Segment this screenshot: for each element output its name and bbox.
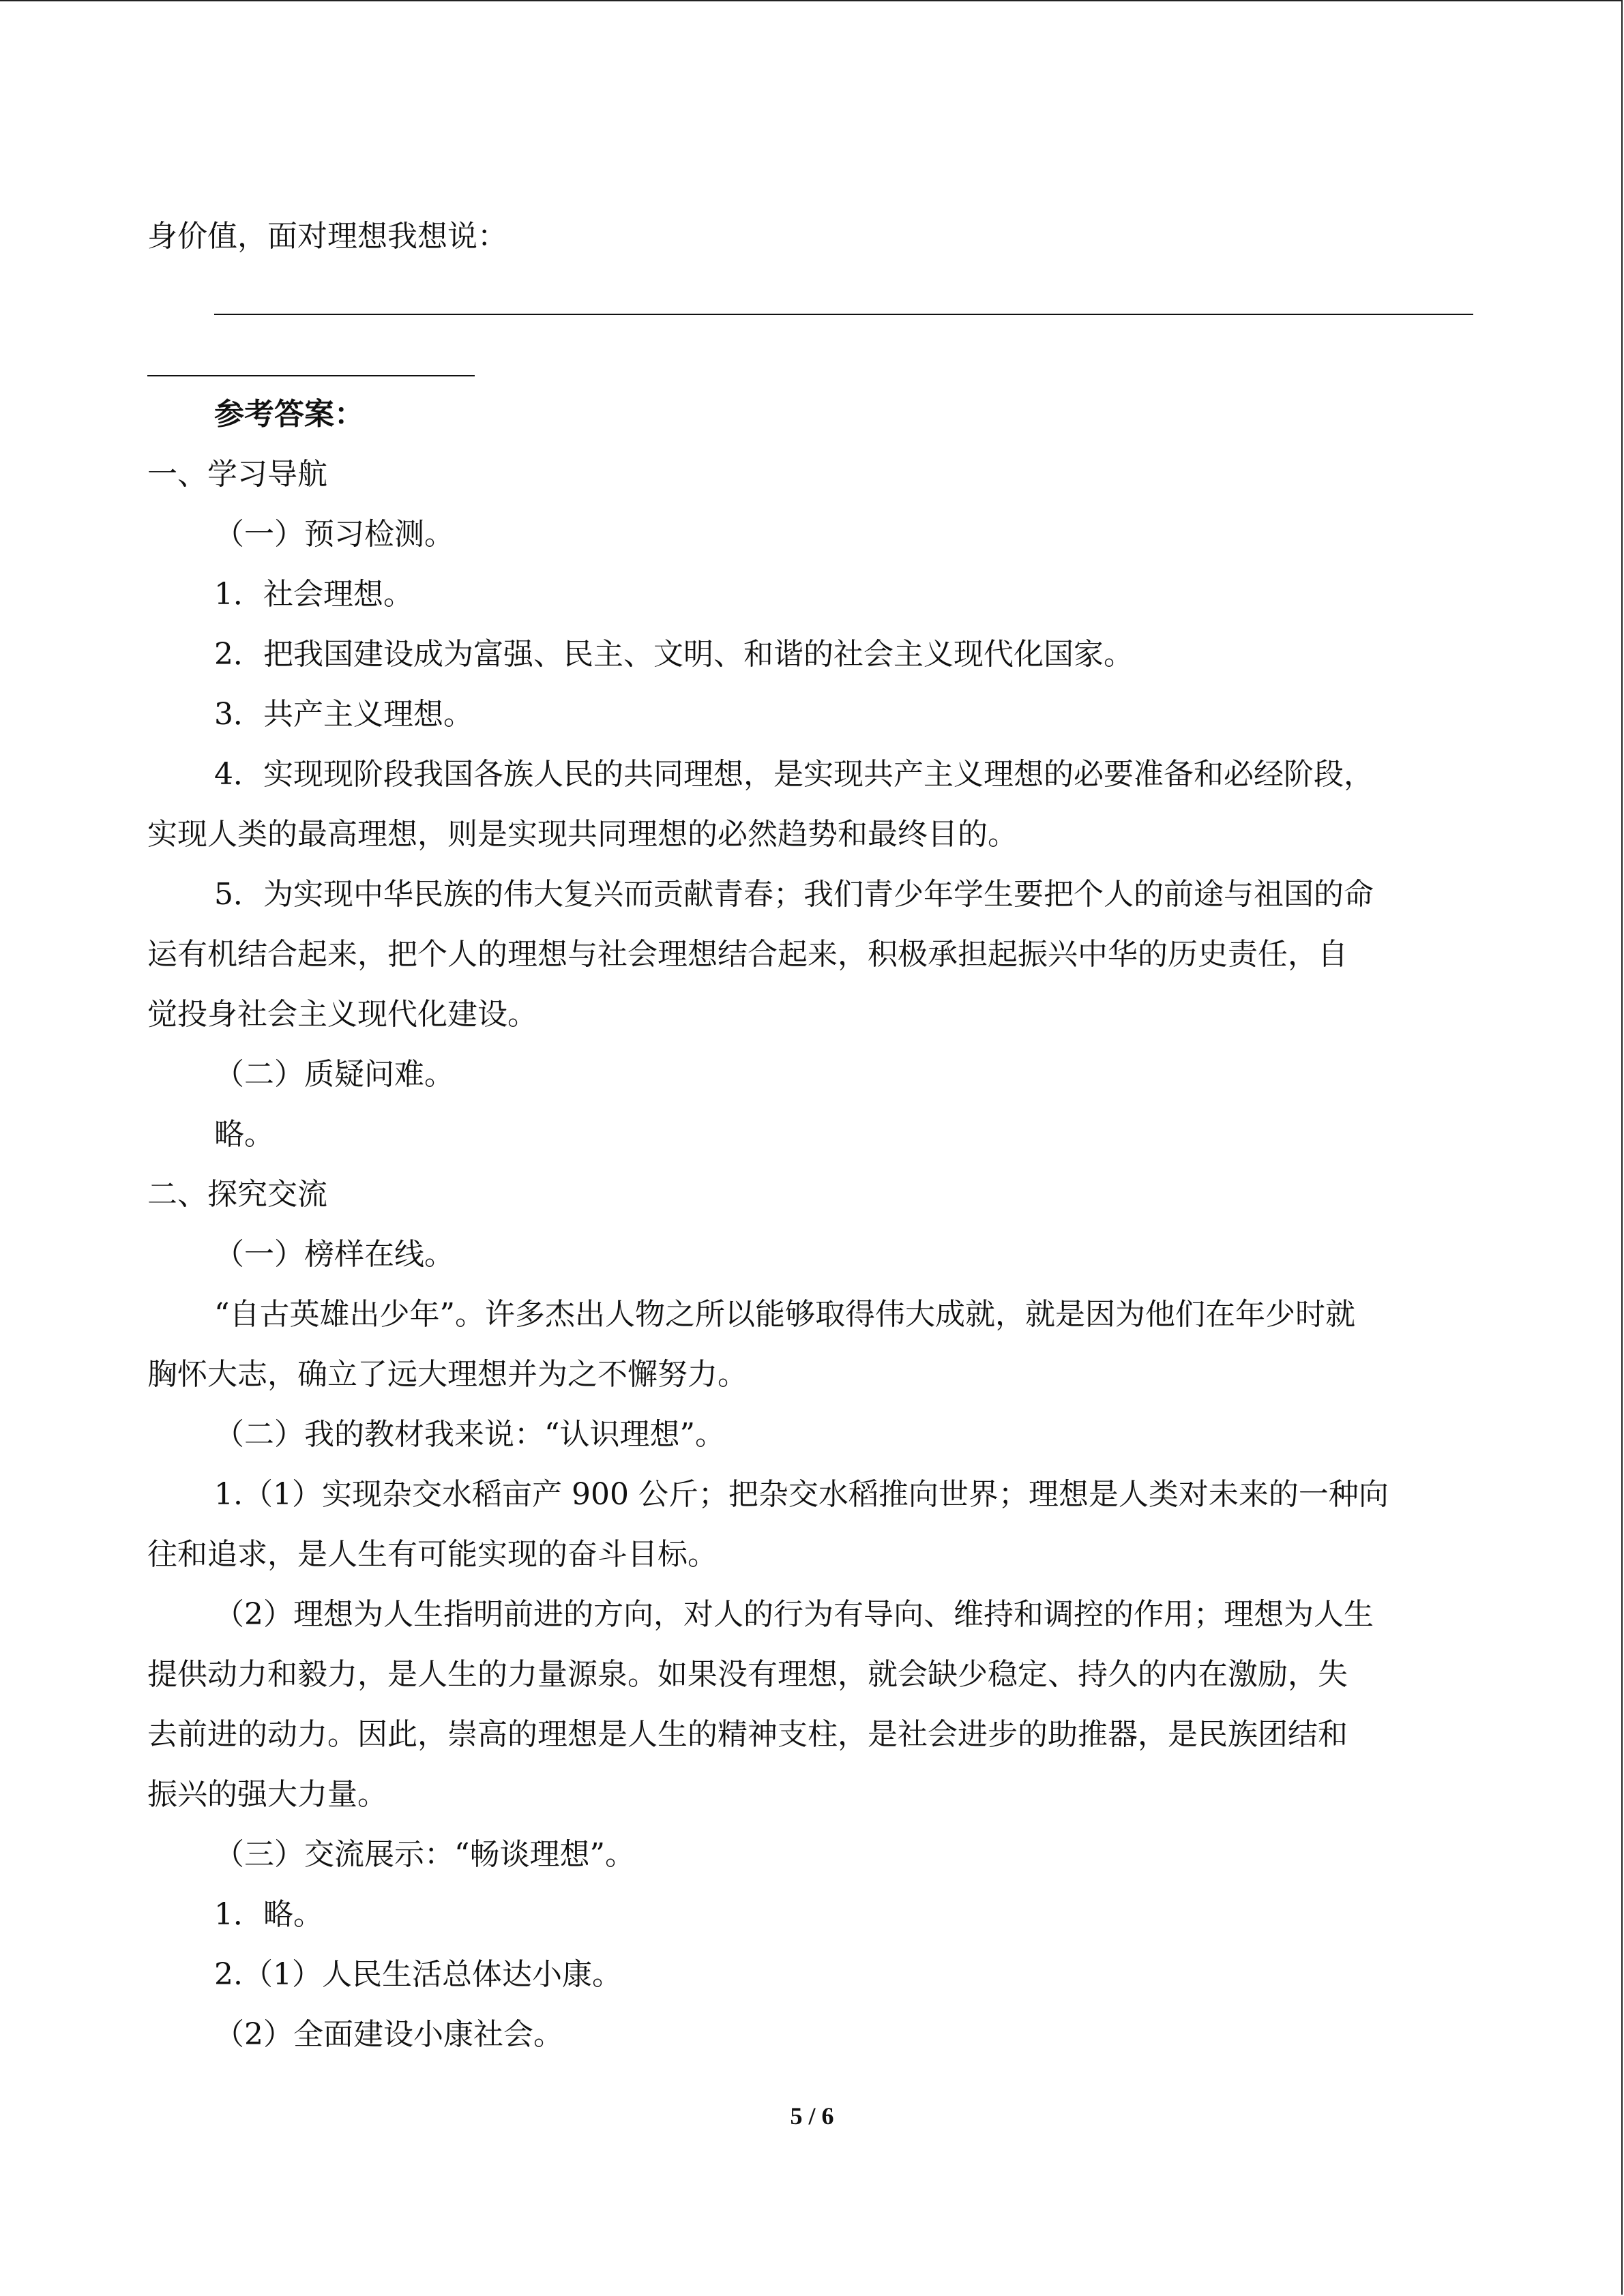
text-line: 1．略。: [214, 1897, 323, 1932]
subsection-heading: （一）预习检测。: [214, 517, 454, 552]
subsection-heading: （一）榜样在线。: [214, 1237, 454, 1272]
text-line: 5．为实现中华民族的伟大复兴而贡献青春；我们青少年学生要把个人的前途与祖国的命: [214, 877, 1374, 912]
text-line: 觉投身社会主义现代化建设。: [147, 997, 537, 1032]
text-line: 4．实现现阶段我国各族人民的共同理想，是实现共产主义理想的必要准备和必经阶段，: [214, 757, 1374, 792]
text-line: 身价值，面对理想我想说：: [147, 219, 507, 254]
page-number: 5 / 6: [790, 2102, 834, 2130]
section-heading: 二、探究交流: [147, 1177, 327, 1212]
text-line: 实现人类的最高理想，则是实现共同理想的必然趋势和最终目的。: [147, 817, 1018, 852]
text-line: 往和追求，是人生有可能实现的奋斗目标。: [147, 1537, 718, 1572]
subsection-heading: （二）我的教材我来说：“认识理想”。: [214, 1417, 725, 1452]
text-line: “自古英雄出少年”。许多杰出人物之所以能够取得伟大成就，就是因为他们在年少时就: [214, 1297, 1355, 1332]
answer-blank-line: [147, 375, 475, 376]
text-line: （2）全面建设小康社会。: [214, 2017, 563, 2052]
text-line: （2）理想为人生指明前进的方向，对人的行为有导向、维持和调控的作用；理想为人生: [214, 1597, 1374, 1632]
text-line: 提供动力和毅力，是人生的力量源泉。如果没有理想，就会缺少稳定、持久的内在激励，失: [147, 1657, 1348, 1692]
text-line: 去前进的动力。因此，崇高的理想是人生的精神支柱，是社会进步的助推器，是民族团结和: [147, 1717, 1348, 1752]
text-line: 2．把我国建设成为富强、民主、文明、和谐的社会主义现代化国家。: [214, 637, 1134, 672]
text-line: 略。: [214, 1117, 274, 1152]
text-line: 2.（1）人民生活总体达小康。: [214, 1957, 622, 1992]
subsection-heading: （二）质疑问难。: [214, 1057, 454, 1092]
text-line: 胸怀大志，确立了远大理想并为之不懈努力。: [147, 1357, 748, 1392]
text-line: 振兴的强大力量。: [147, 1777, 387, 1812]
text-line: 1．社会理想。: [214, 577, 413, 612]
section-heading: 一、学习导航: [147, 457, 327, 492]
text-line: 3．共产主义理想。: [214, 697, 473, 732]
answer-heading: 参考答案：: [214, 397, 364, 432]
text-line: 1.（1）实现杂交水稻亩产 900 公斤；把杂交水稻推向世界；理想是人类对未来的一种向: [214, 1477, 1389, 1512]
subsection-heading: （三）交流展示：“畅谈理想”。: [214, 1837, 635, 1872]
answer-blank-line: [214, 314, 1473, 315]
text-line: 运有机结合起来，把个人的理想与社会理想结合起来，积极承担起振兴中华的历史责任，自: [147, 937, 1348, 972]
